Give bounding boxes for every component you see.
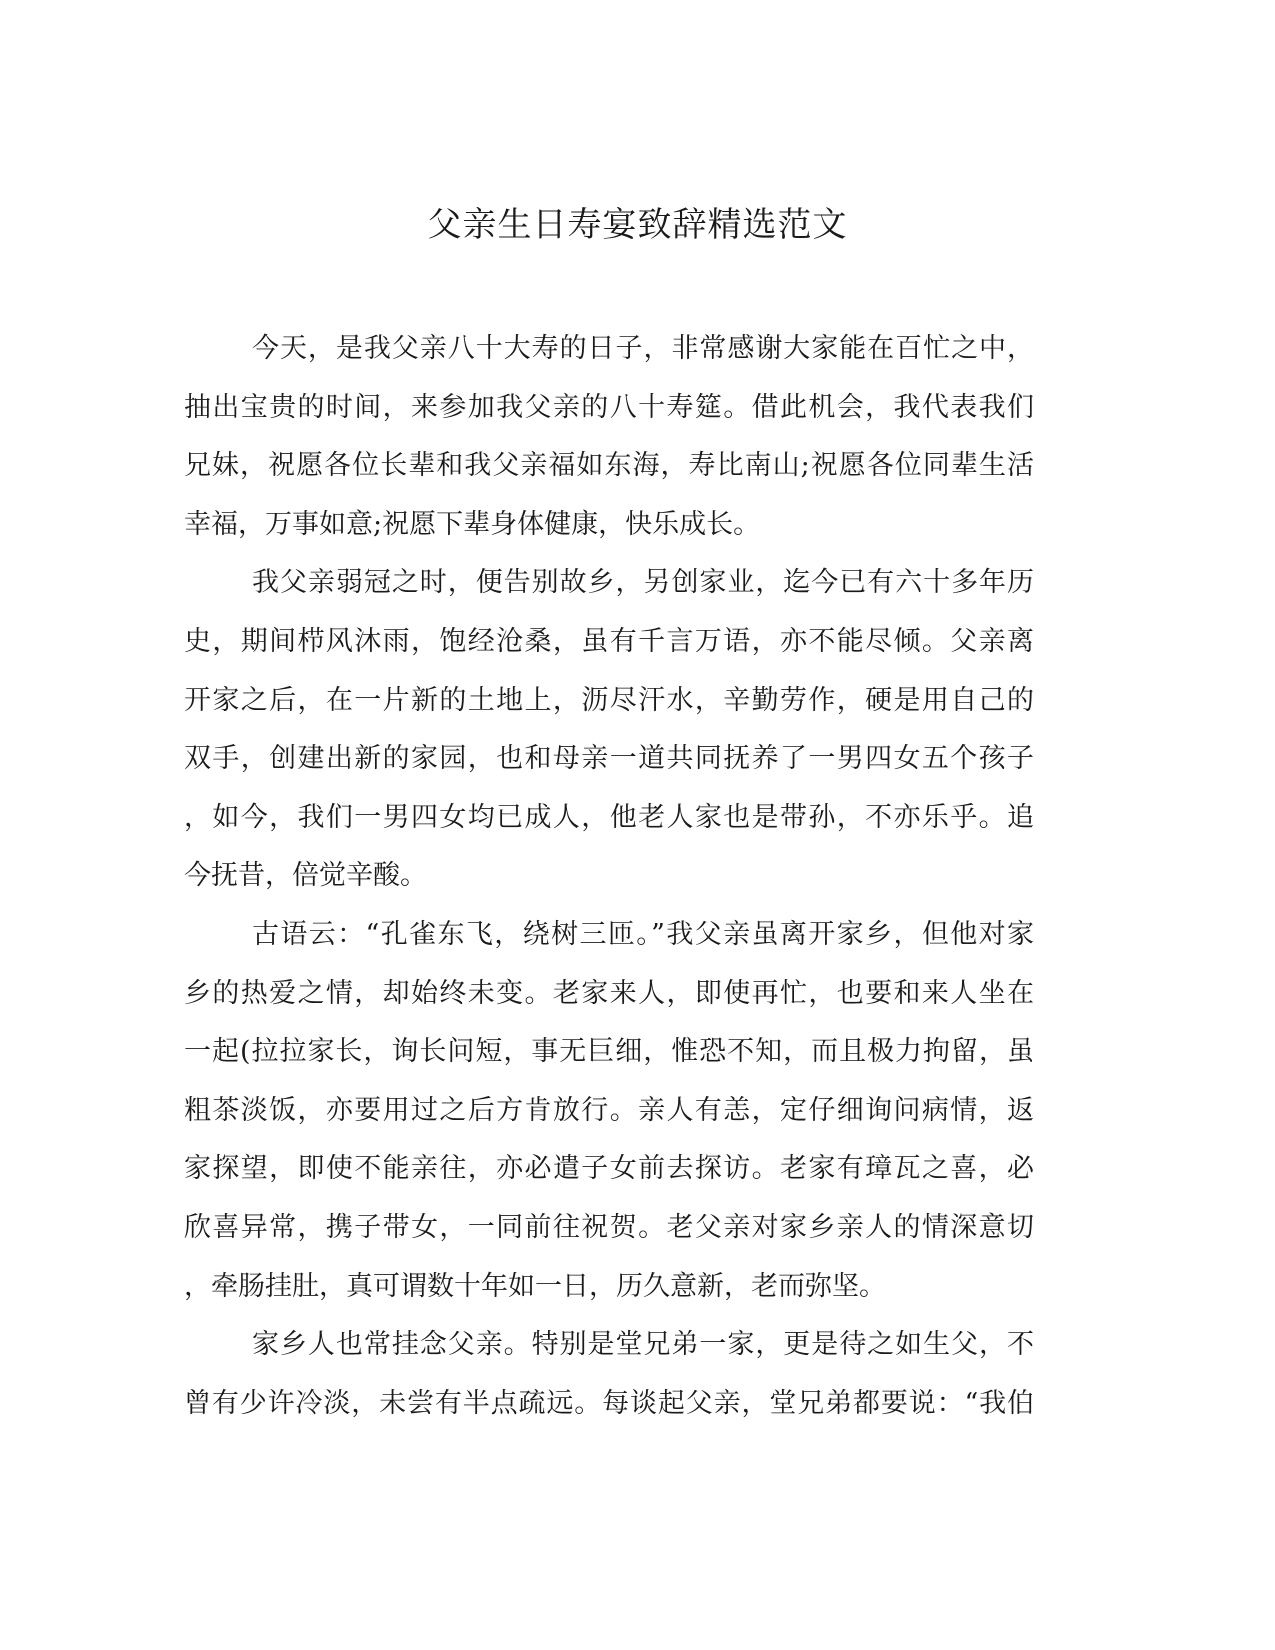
text-line: 一起(拉拉家长，询长问短，事无巨细，惟恐不知，而且极力拘留，虽 (184, 1036, 1034, 1068)
text-line: 家探望，即使不能亲往，亦必遣子女前去探访。老家有璋瓦之喜，必 (184, 1153, 1034, 1185)
text-line: 双手，创建出新的家园，也和母亲一道共同抚养了一男四女五个孩子 (184, 743, 1034, 775)
text-line: 乡的热爱之情，却始终未变。老家来人，即使再忙，也要和来人坐在 (184, 977, 1034, 1009)
text-line: 抽出宝贵的时间，来参加我父亲的八十寿筵。借此机会，我代表我们 (184, 391, 1034, 423)
text-line: 兄妹，祝愿各位长辈和我父亲福如东海，寿比南山;祝愿各位同辈生活 (184, 450, 1034, 482)
text-line: ，牵肠挂肚，真可谓数十年如一日，历久意新，老而弥坚。 (184, 1270, 886, 1302)
text-line: 今抚昔，倍觉辛酸。 (184, 860, 427, 892)
text-line: 开家之后，在一片新的土地上，沥尽汗水，辛勤劳作，硬是用自己的 (184, 684, 1034, 716)
text-line: 史，期间栉风沐雨，饱经沧桑，虽有千言万语，亦不能尽倾。父亲离 (184, 625, 1034, 657)
text-line: 古语云：“孔雀东飞，绕树三匝。”我父亲虽离开家乡，但他对家 (252, 918, 1034, 950)
text-line: 欣喜异常，携子带女，一同前往祝贺。老父亲对家乡亲人的情深意切 (184, 1211, 1034, 1243)
text-line: 我父亲弱冠之时，便告别故乡，另创家业，迄今已有六十多年历 (252, 567, 1034, 599)
text-line: 今天，是我父亲八十大寿的日子，非常感谢大家能在百忙之中， (252, 333, 1034, 364)
text-line: ，如今，我们一男四女均已成人，他老人家也是带孙，不亦乐乎。追 (184, 801, 1034, 833)
document-body (184, 320, 1034, 1433)
text-line: 家乡人也常挂念父亲。特别是堂兄弟一家，更是待之如生父，不 (252, 1329, 1034, 1361)
text-line: 粗茶淡饭，亦要用过之后方肯放行。亲人有恙，定仔细询问病情，返 (184, 1094, 1034, 1126)
text-line: 幸福，万事如意;祝愿下辈身体健康，快乐成长。 (184, 508, 761, 540)
text-line: 曾有少许冷淡，未尝有半点疏远。每谈起父亲，堂兄弟都要说：“我伯 (184, 1387, 1034, 1419)
document-title: 父亲生日寿宴致辞精选范文 (427, 205, 848, 245)
